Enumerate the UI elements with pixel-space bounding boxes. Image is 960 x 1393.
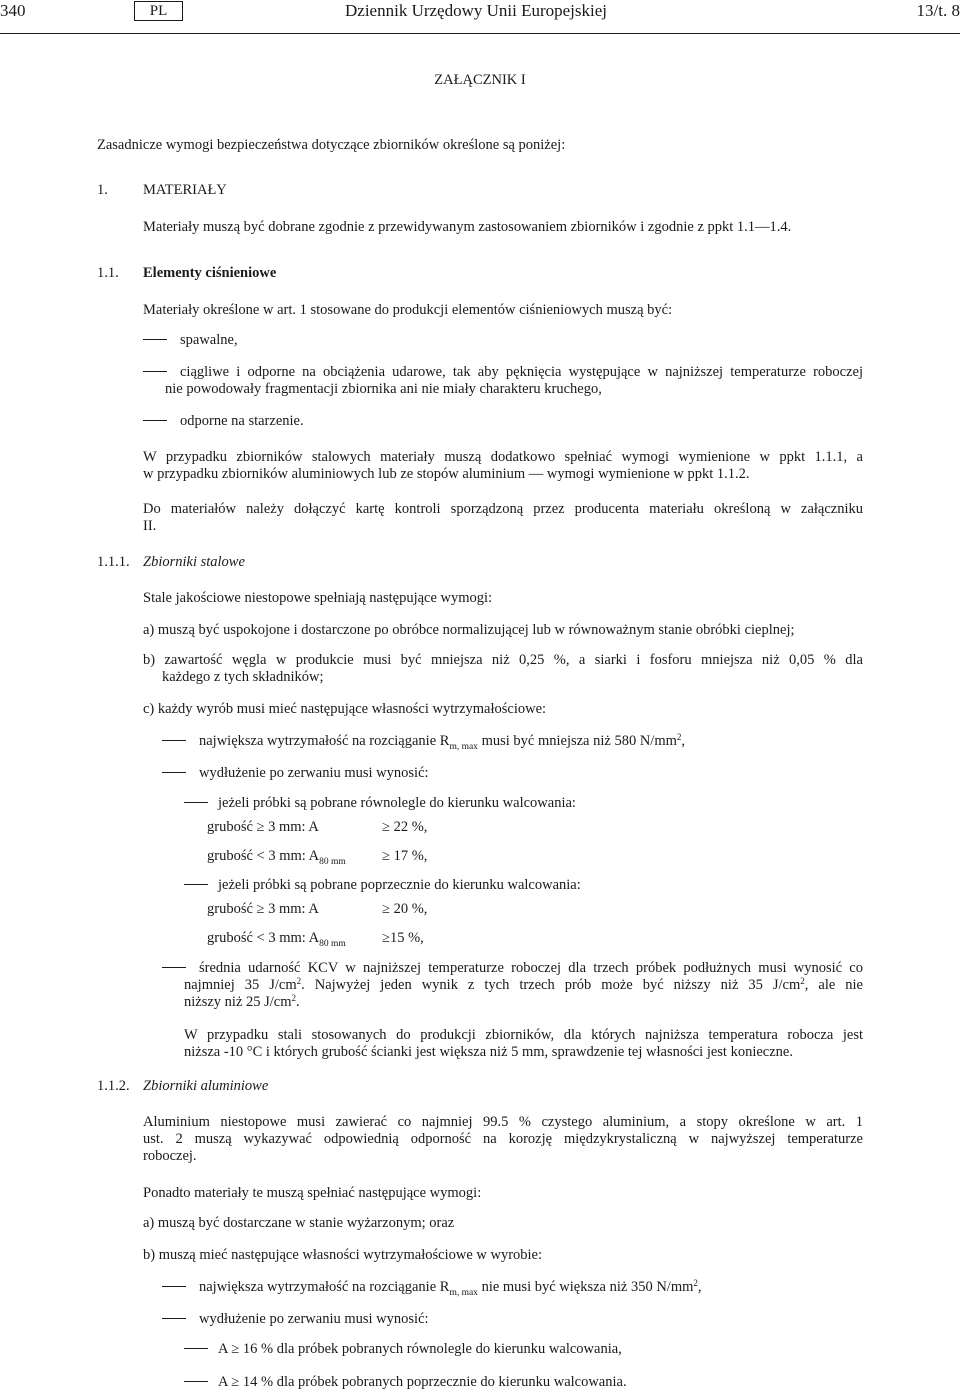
dash-item: jeżeli próbki są pobrane poprzecznie do kierunku walcowania:: [184, 877, 581, 894]
table-cell: grubość ≥ 3 mm: A: [207, 819, 319, 835]
dash-item-line: ciągliwe i odporne na obciążenia udarowe, tak aby pęknięcia występujące w najniższej temperaturze roboczej: [180, 364, 863, 380]
dash-item: jeżeli próbki są pobrane równolegle do kierunku walcowania:: [184, 795, 576, 812]
table-cell: grubość < 3 mm: $A_{80 mm}$: [207, 848, 346, 867]
dash-mark: [162, 772, 186, 773]
table-cell: ≥ 17 %,: [382, 848, 428, 864]
dash-mark: [143, 420, 167, 421]
paragraph-line: II.: [143, 518, 157, 534]
dash-mark: [162, 1286, 186, 1287]
paragraph-line: Do materiałów należy dołączyć kartę kontroli sporządzoną przez producenta materiału określoną w załączniku: [143, 501, 863, 517]
dash-item: [162, 960, 186, 977]
section-1-1-1-title: Zbiorniki stalowe: [143, 554, 245, 570]
list-item-b-line: b) zawartość węgla w produkcie musi być mniejsza niż 0,25 %, a siarki i fosforu mniejsza niż 0,05 % dla: [143, 652, 863, 668]
dash-item: wydłużenie po zerwaniu musi wynosić:: [162, 1311, 429, 1328]
table-cell: ≥15 %,: [382, 930, 424, 946]
dash-mark: [184, 802, 208, 803]
paragraph: Ponadto materiały te muszą spełniać następujące wymogi:: [143, 1185, 482, 1201]
table-cell: grubość < 3 mm: $A_{80 mm}$: [207, 930, 346, 949]
paragraph-line: W przypadku zbiorników stalowych materiały muszą dodatkowo spełniać wymogi wymienione w ppkt 1.1.1, a: [143, 449, 863, 465]
dash-item: spawalne,: [143, 332, 238, 349]
paragraph: Materiały określone w art. 1 stosowane do produkcji elementów ciśnieniowych muszą być:: [143, 302, 673, 318]
section-1-1-1-number: 1.1.1.: [97, 554, 130, 570]
dash-item-line: najmniej 35 $J/cm^2$. Najwyżej jeden wynik z tych trzech prób może być niższy niż 35 $J/cm^2$, ale nie: [184, 976, 863, 993]
journal-title: Dziennik Urzędowy Unii Europejskiej: [345, 1, 608, 20]
dash-mark: [143, 339, 167, 340]
dash-item: odporne na starzenie.: [143, 413, 304, 430]
table-cell: grubość ≥ 3 mm: A: [207, 901, 319, 917]
dash-item: największa wytrzymałość na rozciąganie $R_{m, max}$ nie musi być większa niż 350 $N/mm^2$,: [162, 1279, 702, 1298]
dash-mark: [143, 371, 167, 372]
header-rule: [0, 33, 960, 34]
dash-item-line: średnia udarność KCV w najniższej temperaturze roboczej dla trzech próbek podłużnych musi wynosić co: [199, 960, 863, 976]
section-1-1-2-title: Zbiorniki aluminiowe: [143, 1078, 269, 1094]
language-code-box: PL: [134, 1, 183, 21]
volume-number: 13/t. 8: [916, 1, 960, 20]
list-item-b: b) muszą mieć następujące własności wytrzymałościowe w wyrobie:: [143, 1247, 543, 1263]
section-1-text: Materiały muszą być dobrane zgodnie z przewidywanym zastosowaniem zbiorników i zgodnie z ppkt 1.1—1.4.: [143, 219, 792, 235]
table-cell: ≥ 20 %,: [382, 901, 428, 917]
note-line: niższa -10 °C i których grubość ścianki jest większa niż 5 mm, sprawdzenie tej własności jest konieczne.: [184, 1044, 793, 1060]
section-1-1-2-number: 1.1.2.: [97, 1078, 130, 1094]
dash-mark: [184, 1381, 208, 1382]
dash-item: A ≥ 14 % dla próbek pobranych poprzecznie do kierunku walcowania.: [184, 1374, 627, 1391]
dash-mark: [184, 884, 208, 885]
paragraph-line: w przypadku zbiorników aluminiowych lub ze stopów aluminium — wymogi wymienione w ppkt 1.1.2.: [143, 466, 750, 482]
dash-item-line: nie powodowały fragmentacji zbiornika ani nie miały charakteru kruchego,: [165, 381, 602, 397]
paragraph-line: roboczej.: [143, 1148, 197, 1164]
section-1-title: MATERIAŁY: [143, 182, 227, 198]
list-item-a: a) muszą być uspokojone i dostarczone po obróbce normalizującej lub w równoważnym stanie obróbki cieplnej;: [143, 622, 795, 638]
dash-mark: [162, 1318, 186, 1319]
dash-item-line: niższy niż 25 $J/cm^2$.: [184, 993, 300, 1010]
section-1-1-number: 1.1.: [97, 265, 119, 281]
section-1-number: 1.: [97, 182, 108, 198]
annex-title: ZAŁĄCZNIK I: [434, 72, 526, 88]
dash-mark: [184, 1348, 208, 1349]
page-number: 340: [0, 1, 26, 20]
paragraph-line: Aluminium niestopowe musi zawierać co najmniej 99.5 % czystego aluminium, a stopy określone w art. 1: [143, 1114, 863, 1130]
paragraph: Stale jakościowe niestopowe spełniają następujące wymogi:: [143, 590, 493, 606]
dash-item: wydłużenie po zerwaniu musi wynosić:: [162, 765, 429, 782]
dash-item: A ≥ 16 % dla próbek pobranych równolegle do kierunku walcowania,: [184, 1341, 622, 1358]
note-line: W przypadku stali stosowanych do produkcji zbiorników, dla których najniższa temperatura robocza jest: [184, 1027, 863, 1043]
table-cell: ≥ 22 %,: [382, 819, 428, 835]
dash-mark: [162, 967, 186, 968]
list-item-a: a) muszą być dostarczane w stanie wyżarzonym; oraz: [143, 1215, 455, 1231]
dash-item: [143, 364, 167, 381]
list-item-c: c) każdy wyrób musi mieć następujące własności wytrzymałościowe:: [143, 701, 547, 717]
paragraph-line: ust. 2 muszą wykazywać odpowiednią odporność na korozję międzykrystaliczną w najwyższej temperaturze: [143, 1131, 863, 1147]
section-1-1-title: Elementy ciśnieniowe: [143, 265, 277, 281]
dash-mark: [162, 740, 186, 741]
intro-text: Zasadnicze wymogi bezpieczeństwa dotyczące zbiorników określone są poniżej:: [97, 137, 566, 153]
dash-item: największa wytrzymałość na rozciąganie $R_{m, max}$ musi być mniejsza niż 580 $N/mm^2$,: [162, 733, 685, 752]
list-item-b-line: każdego z tych składników;: [162, 669, 324, 685]
